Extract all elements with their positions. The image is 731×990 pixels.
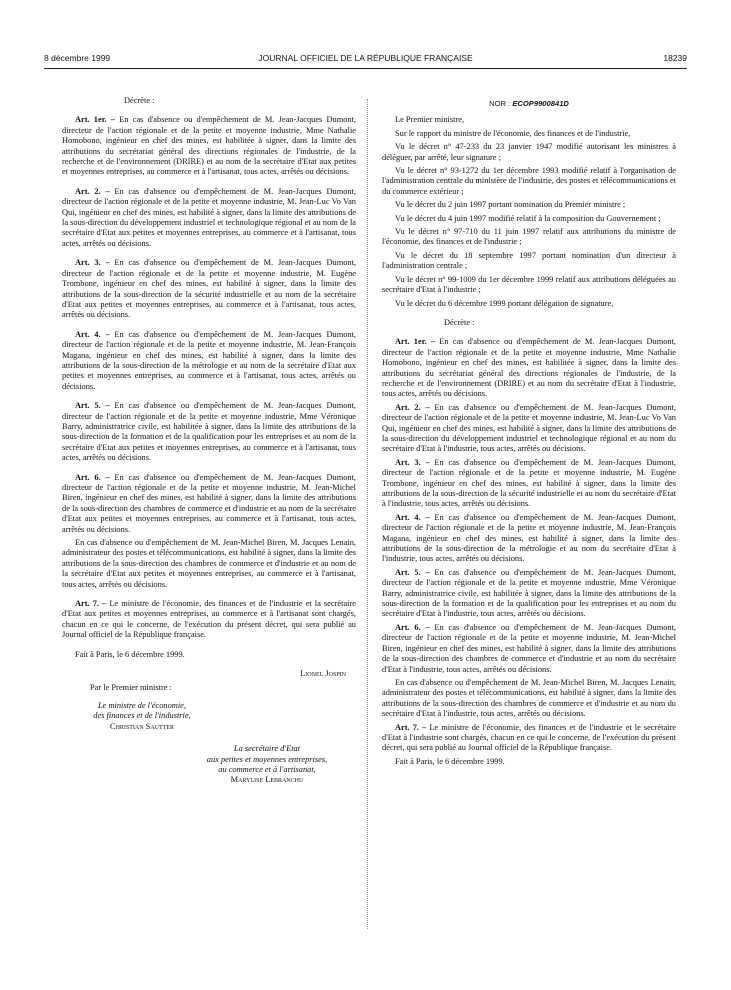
- fait-line: Fait à Paris, le 6 décembre 1999.: [395, 756, 505, 766]
- article: [382, 568, 676, 620]
- journal-title: JOURNAL OFFICIEL DE LA RÉPUBLIQUE FRANÇAISE: [258, 53, 473, 63]
- article: [62, 258, 356, 320]
- right-column: [382, 99, 676, 770]
- article-text: Le ministre de l'économie, des finances et de l'industrie et la secrétaire d'Etat aux petites et moyennes entreprises, au commerce et à l'artisanat sont chargés, chacun en ce qui le concerne, de l'exécution du présent décret, qui sera publié au Journal officiel de la République française.: [62, 599, 356, 640]
- decrete-heading: Décrète :: [444, 317, 475, 327]
- article: [382, 723, 676, 754]
- article-label: Art. 6. –: [75, 472, 110, 482]
- visa-line: Vu le décret du 2 juin 1997 portant nomination du Premier ministre ;: [395, 200, 626, 210]
- article: [62, 473, 356, 535]
- article-paragraph: En cas d'absence ou d'empêchement de M. Jean-Michel Biren, M. Jacques Lenain, administrateur des postes et télécommunications, est habilité à signer, dans la limite des attributions de la sous-direction des chambres de commerce et d'industrie et au nom de la secrétaire d'Etat aux petites et moyennes entreprises, au commerce et à l'artisanat, tous actes, arrêtés ou décisions.: [62, 538, 356, 589]
- article: [62, 330, 356, 392]
- page-number: 18239: [663, 53, 687, 63]
- article: [62, 401, 356, 463]
- article-label: Art. 7. –: [395, 722, 427, 732]
- article-text: En cas d'absence ou d'empêchement de M. Jean-Jacques Dumont, directeur de l'action régionale et de la petite et moyenne industrie, M. Jean-François Magana, ingénieur en chef des mines, est habilité à signer, dans la limite des attributions de la sous-direction de la métrologie et au nom de la secrétaire d'Etat aux petites et moyennes entreprises, au commerce et à l'artisanat, tous actes, arrêtés ou décisions.: [62, 329, 357, 391]
- nor-reference: NOR : ECOP9900841D: [489, 99, 569, 108]
- visa-line: Vu le décret n° 97-710 du 11 juin 1997 relatif aux attributions du ministre de l'économie, des finances et de l'industrie ;: [382, 227, 676, 247]
- article-label: Art. 1er. –: [75, 115, 116, 125]
- secretary-signature: La secrétaire d'Etat aux petites et moyennes entreprises, au commerce et à l'artisanat, Marylise Lebranchu: [206, 744, 328, 785]
- article: [62, 599, 356, 641]
- article-label: Art. 3. –: [75, 258, 110, 268]
- visa-line: Vu le décret du 4 juin 1997 modifié relatif à la composition du Gouvernement ;: [395, 213, 661, 223]
- left-column: [62, 96, 356, 786]
- article-label: Art. 7. –: [75, 599, 107, 609]
- article-label: Art. 4. –: [395, 512, 430, 522]
- article-label: Art. 5. –: [75, 401, 110, 411]
- page-header: [44, 53, 687, 65]
- article: [382, 337, 676, 399]
- article-text: Le ministre de l'économie, des finances et de l'industrie et le secrétaire d'Etat à l'industrie sont chargés, chacun en ce qui le concerne, de l'exécution du présent décret, qui sera publié au Journal officiel de la République française.: [382, 722, 676, 753]
- article: [62, 187, 356, 249]
- header-date: 8 décembre 1999: [44, 53, 111, 63]
- header-rule: [44, 68, 687, 69]
- column-divider: [367, 99, 368, 929]
- article-text: En cas d'absence ou d'empêchement de M. Jean-Jacques Dumont, directeur de l'action régionale et de la petite et moyenne industrie, Mme Nathalie Homobono, ingénieur en chef des mines, est habilitée à signer, dans la limite des attributions du secrétariat général des directions régionales de l'industrie, de la recherche et de l'environnement (DRIRE) et au nom de la secrétaire d'Etat aux petites et moyennes entreprises, au commerce et à l'artisanat, tous actes, arrêtés ou décisions.: [62, 115, 357, 177]
- article-label: Art. 3. –: [395, 457, 430, 467]
- article-text: En cas d'absence ou d'empêchement de M. Jean-Jacques Dumont, directeur de l'action régionale et de la petite et moyenne industrie, M. Jean-Michel Biren, ingénieur en chef des mines, est habilité à signer, dans la limite des attributions de la sous-direction des chambres de commerce et d'industrie et au nom du secrétaire d'Etat à l'industrie, tous actes, arrêtés ou décisions.: [382, 622, 677, 674]
- article: [382, 623, 676, 675]
- minister-signature: Le ministre de l'économie, des finances et de l'industrie, Christian Sautter: [93, 700, 191, 731]
- fait-line: Fait à Paris, le 6 décembre 1999.: [75, 649, 185, 659]
- visa-line: Le Premier ministre,: [395, 115, 465, 125]
- article-label: Art. 6. –: [395, 622, 430, 632]
- article-label: Art. 2. –: [75, 186, 110, 196]
- article: [62, 115, 356, 177]
- decrete-heading: Décrète :: [124, 96, 155, 105]
- article-text: En cas d'absence ou d'empêchement de M. Jean-Jacques Dumont, directeur de l'action régionale et de la petite et moyenne industrie, M. Jean-Michel Biren, ingénieur en chef des mines, est habilité à signer, dans la limite des attributions de la sous-direction des chambres de commerce et d'industrie et au nom de la secrétaire d'Etat aux petites et moyennes entreprises, au commerce et à l'artisanat, tous actes, arrêtés ou décisions.: [62, 472, 357, 534]
- article-text: En cas d'absence ou d'empêchement de M. Jean-Jacques Dumont, directeur de l'action régionale et de la petite et moyenne industrie, Mme Nathalie Homobono, ingénieur en chef des mines, est habilitée à signer, dans la limite des attributions du secrétariat général des directions régionales de l'industrie, de la recherche et de l'environnement (DRIRE) et au nom du secrétaire d'Etat à l'industrie, tous actes, arrêtés ou décisions.: [382, 337, 677, 399]
- article-text: En cas d'absence ou d'empêchement de M. Jean-Jacques Dumont, directeur de l'action régionale et de la petite et moyenne industrie, M. Jean-Luc Vo Van Qui, ingénieur en chef des mines, est habilité à signer, dans la limite des attributions de la sous-direction du développement industriel et technologique régional et au nom du secrétaire d'Etat à l'industrie, tous actes, arrêtés ou décisions.: [382, 402, 677, 454]
- visa-line: Vu le décret du 6 décembre 1999 portant délégation de signature,: [395, 298, 614, 308]
- article-text: En cas d'absence ou d'empêchement de M. Jean-Jacques Dumont, directeur de l'action régionale et de la petite et moyenne industrie, M. Jean-François Magana, ingénieur en chef des mines, est habilité à signer, dans la limite des attributions de la sous-direction de la métrologie et au nom du secrétaire d'Etat à l'industrie, tous actes, arrêtés ou décisions.: [382, 512, 677, 564]
- article-text: En cas d'absence ou d'empêchement de M. Jean-Jacques Dumont, directeur de l'action régionale et de la petite et moyenne industrie, Mme Véronique Barry, administratrice civile, est habilitée à signer, dans la limite des attributions de la sous-direction de la formation et de la qualification pour les entreprises et au nom du secrétaire d'Etat à l'industrie, tous actes, arrêtés ou décisions.: [382, 567, 677, 619]
- article: [382, 513, 676, 565]
- article-text: En cas d'absence ou d'empêchement de M. Jean-Jacques Dumont, directeur de l'action régionale et de la petite et moyenne industrie, M. Eugène Trombone, ingénieur en chef des mines, est habilité à signer, dans la limite des attributions de la sous-direction de la sécurité industrielle et au nom de la secrétaire d'Etat aux petites et moyennes entreprises, au commerce et à l'artisanat, tous actes, arrêtés ou décisions.: [62, 258, 357, 320]
- article-text: En cas d'absence ou d'empêchement de M. Jean-Jacques Dumont, directeur de l'action régionale et de la petite et moyenne industrie, M. Jean-Luc Vo Van Qui, ingénieur en chef des mines, est habilité à signer, dans la limite des attributions de la sous-direction du développement industriel et technologique régional et au nom de la secrétaire d'Etat aux petites et moyennes entreprises, au commerce et à l'artisanat, tous actes, arrêtés ou décisions.: [62, 186, 357, 248]
- visa-line: Vu le décret n° 99-1009 du 1er décembre 1999 relatif aux attributions déléguées au secrétaire d'Etat à l'industrie ;: [382, 274, 676, 295]
- par-line: Par le Premier ministre :: [90, 682, 172, 692]
- signature-premier: Lionel Jospin: [300, 669, 346, 679]
- visa-line: Vu le décret n° 93-1272 du 1er décembre 1993 modifié relatif à l'organisation de l'administration centrale du ministère de l'industrie, des postes et télécommunications et du commerce extérieur ;: [382, 166, 676, 196]
- article-label: Art. 2. –: [395, 402, 430, 412]
- visa-line: Sur le rapport du ministre de l'économie, des finances et de l'industrie,: [395, 128, 631, 138]
- visa-line: Vu le décret n° 47-233 du 23 janvier 1947 modifié autorisant les ministres à déléguer, par arrêté, leur signature ;: [382, 142, 676, 162]
- visa-line: Vu le décret du 18 septembre 1997 portant nomination d'un directeur à l'administration centrale ;: [382, 250, 676, 271]
- article: [382, 458, 676, 510]
- article-label: Art. 4. –: [75, 329, 110, 339]
- article-label: Art. 5. –: [395, 567, 430, 577]
- article-paragraph: En cas d'absence ou d'empêchement de M. Jean-Michel Biren, M. Jacques Lenain, administrateur des postes et télécommunications, est habilité à signer, dans la limite des attributions de la sous-direction des chambres de commerce et d'industrie et au nom du secrétaire d'Etat à l'industrie, tous actes, arrêtés ou décisions.: [382, 677, 676, 719]
- article: [382, 403, 676, 455]
- article-text: En cas d'absence ou d'empêchement de M. Jean-Jacques Dumont, directeur de l'action régionale et de la petite et moyenne industrie, Mme Véronique Barry, administratrice civile, est habilitée à signer, dans la limite des attributions de la sous-direction de la formation et de la qualification pour les entreprises et au nom de la secrétaire d'Etat aux petites et moyennes entreprises, au commerce et à l'artisanat, tous actes, arrêtés ou décisions.: [62, 401, 357, 463]
- article-text: En cas d'absence ou d'empêchement de M. Jean-Jacques Dumont, directeur de l'action régionale et de la petite et moyenne industrie, M. Eugène Trombone, ingénieur en chef des mines, est habilité à signer, dans la limite des attributions de la sous-direction de la sécurité industrielle et au nom du secrétaire d'Etat à l'industrie, tous actes, arrêtés ou décisions.: [382, 457, 677, 509]
- article-label: Art. 1er. –: [395, 337, 436, 347]
